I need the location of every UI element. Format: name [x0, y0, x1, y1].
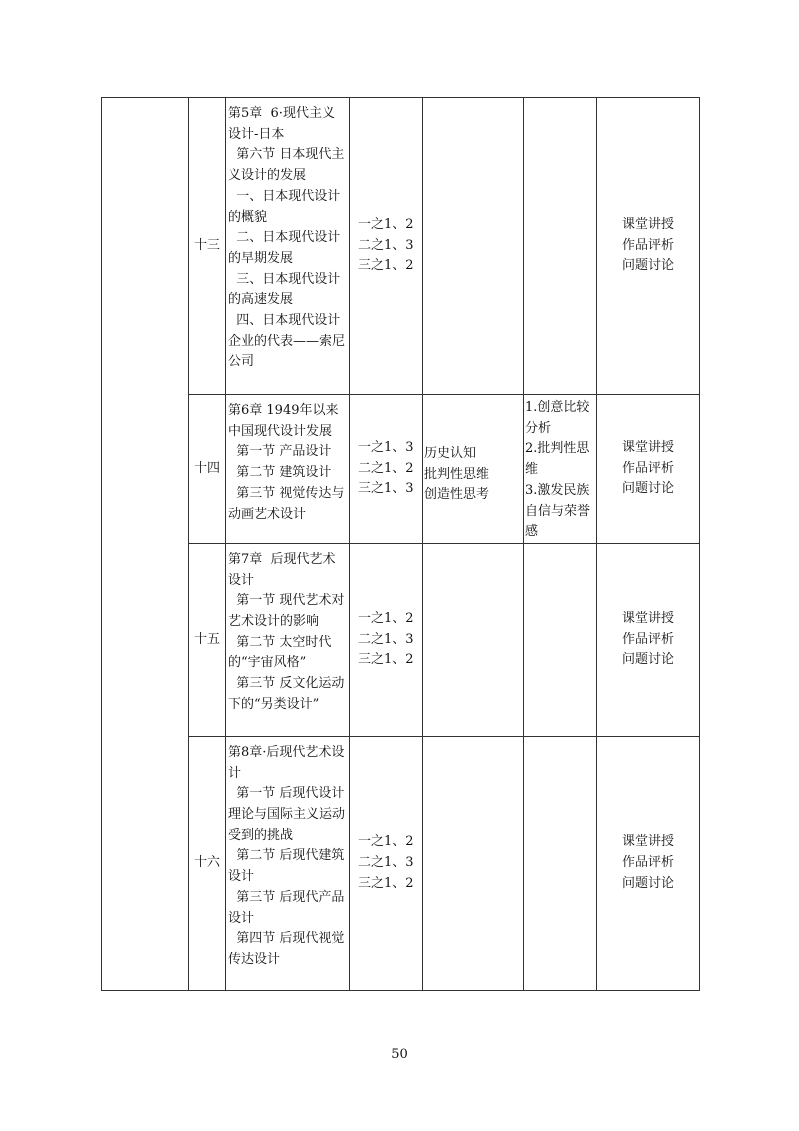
method-cell: 课堂讲授 作品评析 问题讨论: [597, 395, 700, 544]
week-cell: 十四: [189, 395, 226, 544]
ideological-text: 历史认知 批判性思维 创造性思考: [424, 446, 490, 503]
goals-cell: [524, 98, 597, 395]
ideological-cell: [423, 98, 524, 395]
table-row: [102, 543, 700, 736]
method-cell: 课堂讲授 作品评析 问题讨论: [597, 98, 700, 395]
table-row: [102, 736, 700, 990]
achievement-cell: 一之1、2 二之1、3 三之1、2: [350, 543, 423, 736]
week-cell: 十五: [189, 543, 226, 736]
ideological-cell: [423, 736, 524, 990]
week-cell: 十三: [189, 98, 226, 395]
ideological-text: [423, 98, 523, 147]
method-cell: 课堂讲授 作品评析 问题讨论: [597, 543, 700, 736]
achievement-cell: 一之1、2 二之1、3 三之1、2: [350, 736, 423, 990]
ideological-cell: [423, 543, 524, 736]
syllabus-table: [101, 97, 700, 991]
content-cell: 第8章·后现代艺术设计 第一节 后现代设计理论与国际主义运动受到的挑战 第二节 后现代建筑设计 第三节 后现代产品设计 第四节 后现代视觉传达设计: [226, 736, 350, 990]
goals-cell: 1.创意比较分析 2.批判性思维 3.激发民族自信与荣誉感: [524, 395, 597, 544]
goals-cell: [524, 736, 597, 990]
page-number: 50: [391, 1047, 408, 1062]
achievement-cell: 一之1、3 二之1、2 三之1、3: [350, 395, 423, 544]
content-cell: 第6章 1949年以来中国现代设计发展 第一节 产品设计 第二节 建筑设计 第三节 视觉传达与动画艺术设计: [226, 395, 350, 544]
method-cell: 课堂讲授 作品评析 问题讨论: [597, 736, 700, 990]
table-row: [102, 98, 700, 395]
content-cell: 第5章 6·现代主义设计-日本 第六节 日本现代主义设计的发展 一、日本现代设计的概貌 二、日本现代设计的早期发展 三、日本现代设计的高速发展 四、日本现代设计企业的代表——索尼公司: [226, 98, 350, 395]
table-row: [102, 395, 700, 544]
achievement-cell: 一之1、2 二之1、3 三之1、2: [350, 98, 423, 395]
ideological-cell: [423, 395, 524, 544]
ideological-text: [423, 737, 523, 786]
goals-cell: [524, 543, 597, 736]
week-cell: 十六: [189, 736, 226, 990]
content-cell: 第7章 后现代艺术设计 第一节 现代艺术对艺术设计的影响 第二节 太空时代的“宇宙风格” 第三节 反文化运动下的“另类设计”: [226, 543, 350, 736]
merged-category-cell: [102, 98, 189, 991]
ideological-text: [423, 544, 523, 593]
